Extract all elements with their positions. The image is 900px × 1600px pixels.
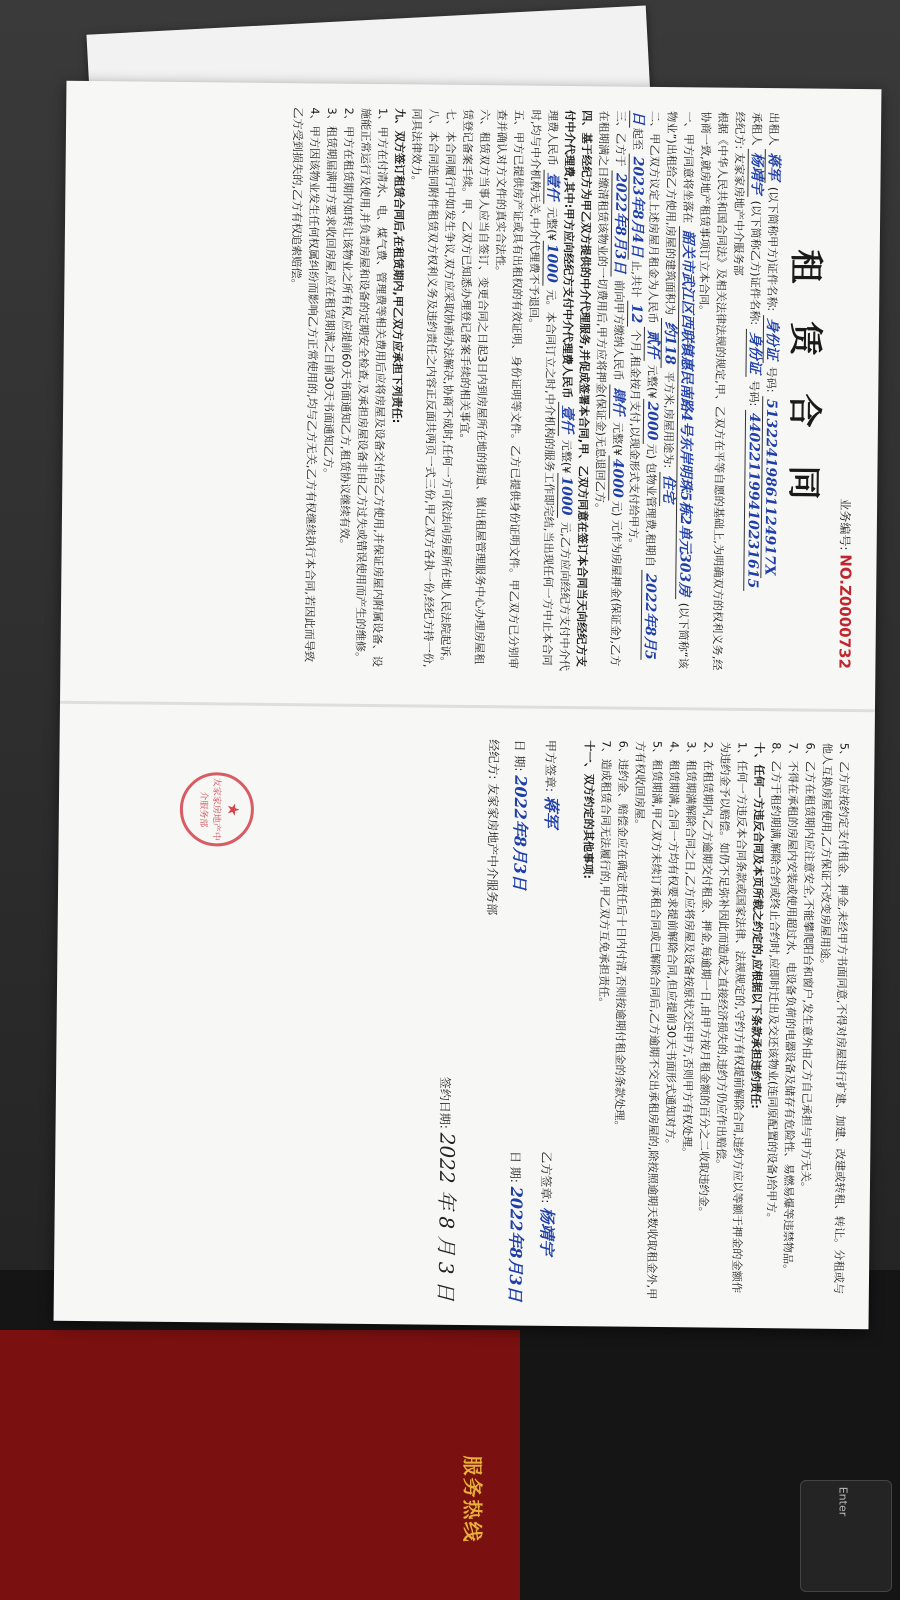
- lessee-label: 承租人: [749, 111, 764, 146]
- article-1: [657, 111, 697, 673]
- party-b-date-label: 日 期:: [507, 1150, 523, 1183]
- contract-right-half: [54, 711, 875, 1330]
- red-banner: [0, 1330, 520, 1600]
- deposit-date: 2022年8月3日: [610, 170, 628, 277]
- article-9-item-right: 7、不得在承租的房屋内安装或使用超过水、电设备负荷的电器设备及储存有危险性、易燃易爆等违禁物品。: [781, 742, 800, 1276]
- agent-fee-b-number: 1000: [542, 241, 559, 286]
- article-1-text: 一、甲方同意将坐落在: [681, 111, 696, 224]
- agent-label: 经纪方:: [732, 111, 747, 150]
- article-9: 九、双方签订租赁合同后,在租赁期内,甲乙双方应承担下列责任:: [389, 108, 407, 424]
- article-9-item-right: 8、乙方于租约期满,解除合约或终止合约时,应即时迁出及交还该物业(连同原配置的设备)给甲方。: [764, 742, 783, 1224]
- company-stamp: [180, 772, 255, 847]
- property-address: 韶关市武江区西联镇惠民南路4号东岸明珠5栋2单元303房: [675, 227, 696, 600]
- lessor-id: 51322419861124917X: [760, 396, 779, 579]
- deposit-number: 4000: [608, 456, 625, 501]
- lessee-name: 杨靖宇: [747, 149, 765, 197]
- contract-title: 租赁合同: [782, 249, 826, 538]
- article-7: 七、本合同履行中如发生争议,双方应采取协商办法解决,协商不成时,任何一方可依法向房屋所在地人民法院起诉。: [438, 108, 458, 668]
- article-10-item: 4、租赁期满,合同一方均有权要求提前解除合同,但应提前30天书面形式通知对方。: [663, 741, 681, 1151]
- contract-left-half: [60, 81, 881, 700]
- article-2-text-c: 个月,租金按月支付,以现金形式支付给甲方。: [626, 329, 642, 550]
- signing-date-label: 签约日期:: [437, 1076, 453, 1129]
- party-b-sign-label: 乙方签章:: [538, 1151, 554, 1204]
- party-a-signature-block: [484, 739, 565, 916]
- business-number: [835, 113, 859, 669]
- article-3-text: 三、乙方于: [613, 110, 628, 167]
- article-10-item: 7、造成租赁合同无法履行的,甲乙双方互免承担责任。: [596, 740, 613, 1009]
- rent-words: 贰仟: [644, 327, 661, 361]
- article-3-text-c: 元作为房屋押金(保证金),乙方在租期满之日缴清租赁该物业的一切费用后,甲方应将押金(保证金)无息退回乙方。: [593, 110, 623, 667]
- article-9-item-right: 5、乙方应按约定支付租金、押金,未经甲方书面同意,不得对房屋进行扩建、加建、改建或转租、转让。分租或与他人互换房屋使用,乙方保证不改变房屋用途。: [818, 742, 851, 1295]
- contract-sheet: [54, 81, 882, 1329]
- party-a-date: 2022年8月3日: [510, 775, 531, 891]
- article-10-item: 5、租赁期满,甲乙双方未续订承租合同或已解除合同后,乙方逾期不交出承租房屋的,除按照逾期天数收取租金外,甲方有权收回房屋。: [632, 740, 664, 1300]
- article-2-text: 二、甲乙双方议定上述房屋月租金为人民币: [646, 110, 662, 324]
- lessor-id-label: 号码:: [764, 366, 778, 393]
- lease-start: 2022年8月5日: [630, 110, 659, 660]
- article-2: 二、甲乙双方议定上述房屋月租金为人民币 贰仟 元整(¥2000元) 包物业管理费,租期自 2022年8月5日起至 2023年8月4日止,共计 12 个月,租金按月支付,以现金形式支付给甲方。: [626, 110, 662, 660]
- business-number-value: NO.Z0000732: [835, 554, 855, 670]
- article-10-item: 6、违约金、赔偿金应在确定责任后十日内付清,否则按逾期付租金的条款处理。: [612, 740, 630, 1132]
- lessee-id: 440221199410231615: [743, 410, 762, 592]
- article-9-item-right: 6、乙方在租赁期内应注意安全,不能攀爬阳台和窗户,发生意外由乙方自己承担与甲方无关。: [798, 742, 817, 1194]
- stamp-text: 友家家房地产中介服务部: [197, 777, 222, 841]
- agent-name: 友家家房地产中介服务部: [731, 152, 746, 276]
- lessee-suffix: (以下简称乙方)证件名称:: [747, 200, 763, 326]
- article-3-text-b: 前向甲方缴纳人民币: [611, 280, 626, 381]
- article-3: 三、乙方于 2022年8月3日 前向甲方缴纳人民币 肆仟 元整(¥4000元) 元作为房屋押金(保证金),乙方在租期满之日缴清租赁该物业的一切费用后,甲方应将押金(保证金)无息退回乙方。: [593, 110, 629, 667]
- agent-sign-label: 经纪方:: [486, 739, 501, 780]
- article-4-text-b: 元,乙方应向经纪方支付中介代理费人民币: [545, 109, 572, 672]
- agent-fee-a-words: 壹仟: [558, 402, 575, 436]
- contract-page: [54, 81, 882, 1329]
- party-b-date: 2022年8月3日: [505, 1186, 526, 1302]
- lease-end: 2023年8月4日: [628, 154, 646, 261]
- article-9-item: 1、甲方在付清水、电、煤气费、管理费等相关费用后应将房屋及设备交付给乙方使用,并保证房屋内附属设备、设施能正常运行及使用,并负责房屋和设备的定期安全检查,及承担房屋设备非由乙方过失或错误使用而产生的维修。: [353, 107, 390, 667]
- article-10-item: 1、任何一方违反本合同条款或国家法律、法规规定的,守约方有权提前解除合同,违约方应以等额于押金的金额作为违约金予以赔偿。如仍不足弥补因此而造成之直接经济损失的,违约方仍应作出赔偿。: [714, 741, 749, 1294]
- rent-number: 2000: [643, 398, 660, 443]
- banner-text: 服务热线: [460, 1455, 485, 1544]
- article-4-text-c: 元。本合同订立之时,中介机构的服务工作即完结,当出现任何一方中止本合同时,均与中介机构无关,中介代理费不予退回。: [526, 109, 558, 666]
- deposit-words: 肆仟: [609, 384, 626, 418]
- lessor-suffix: (以下简称甲方)证件名称:: [765, 186, 780, 312]
- enter-key-label: Enter: [836, 1486, 850, 1517]
- stamp-star-icon: ★: [223, 802, 243, 817]
- signature-row: [480, 739, 565, 1302]
- article-10-item: 3、租赁期满解除合同之日,乙方应将房屋及设备按原状交还甲方,否则甲方有权处理。: [680, 741, 698, 1159]
- lease-months: 12: [627, 301, 644, 327]
- party-a-date-label: 日 期:: [512, 739, 527, 772]
- preamble: 根据《中华人民共和国合同法》及相关法律法规的规定,甲、乙双方在平等自愿的基础上,为明确双方的权利义务,经协商一致,就房地产租赁事项订立本合同。: [697, 111, 730, 671]
- article-1-text-b: (以下简称“该物业”)出租给乙方使用,房屋的建筑面积为: [663, 111, 691, 669]
- article-9-item: 2、甲方在租赁期内如转让该物业之所有权,应提前60天书面通知乙方,租赁协议继续有效。: [337, 107, 356, 551]
- signing-date-line: [433, 739, 468, 1301]
- article-6: 六、租赁双方当事人应当自签订、变更合同之日起3日内到房屋所在地的街道、镇出租屋管理服务中心办理房屋租赁登记备案手续。甲、乙双方已知悉办理登记备案手续的相关事宜。: [457, 108, 492, 665]
- article-10-item: 2、在租赁期内,乙方逾期交付租金、押金,每逾期一日,由甲方按月租金额的百分之二收取违约金。: [696, 741, 715, 1219]
- article-11: 十一、双方约定的其他事项:: [581, 740, 596, 880]
- lessor-id-type: 身份证: [763, 315, 781, 363]
- property-area: 约118: [661, 318, 679, 367]
- business-number-label: 业务编号:: [837, 498, 853, 551]
- agent-signature: 友家家房地产中介服务部: [484, 783, 501, 916]
- article-1-text-c: 平方米,房屋用途为:: [661, 371, 676, 469]
- article-9-item: 3、租赁期届满甲方要求收回房屋,应在租赁期满之日前30天书面通知乙方。: [321, 107, 339, 480]
- article-4-text: 四、基于经纪方为甲乙双方提供的中介代理服务,并促成签署本合同,甲、乙双方同意在签订本合同当天向经纪方支付中介代理费,其中:甲方应向经纪方支付中介代理费人民币: [560, 109, 594, 667]
- party-b-signature: 杨靖宇: [537, 1207, 557, 1256]
- lessor-label: 出租人: [766, 112, 781, 146]
- article-4: 四、基于经纪方为甲乙双方提供的中介代理服务,并促成签署本合同,甲、乙双方同意在签订本合同当天向经纪方支付中介代理费,其中:甲方应向经纪方支付中介代理费人民币 壹仟 元整(¥1000 元,乙方应向经纪方支付中介代理费人民币 壹仟 元整(¥1000 元。本合同订立之时,中介机构的服务工作即完结,当出现任何一方中止本合同时,均与中介机构无关,中介代理费不予退回。: [526, 109, 594, 672]
- party-a-sign-label: 甲方签章:: [543, 739, 558, 792]
- agent-fee-b-words: 壹仟: [543, 169, 560, 203]
- article-8: 八、本合同连同附件租赁双方权利义务及违约责任之内容正反面共两页一式三份,甲乙双方各执一份,经纪方持一份,同具法律效力。: [409, 108, 441, 668]
- property-use: 住宅: [659, 472, 676, 506]
- signing-date: 2022 年 8 月 3 日: [433, 1132, 460, 1301]
- party-b-signature-block: [480, 1151, 561, 1302]
- article-10: 十、任何一方违反合同及本页所载之约定的,应根据以下条款承担违约责任:: [748, 741, 766, 1109]
- lessee-id-type: 身份证: [745, 329, 763, 377]
- article-2-text-b: 包物业管理费,租期自: [643, 462, 658, 567]
- lessee-id-label: 号码:: [747, 380, 761, 407]
- party-a-signature: 蒋军: [541, 795, 562, 828]
- article-5: 五、甲方已提供房产证或具有出租权的有效证明、身份证明等文件。乙方已提供身份证明文件。甲乙双方已分别审查并确认对方文件的真实合法性。: [493, 109, 526, 669]
- article-9-item: 4、甲方因该物业发生任何权属纠纷而影响乙方正常使用的,均与乙方无关,乙方有权继续执行本合同,若因此而导致乙方受到损失的,乙方有权追索赔偿。: [289, 107, 322, 663]
- lessor-name: 蒋军: [764, 149, 781, 183]
- agent-fee-a-number: 1000: [557, 473, 574, 518]
